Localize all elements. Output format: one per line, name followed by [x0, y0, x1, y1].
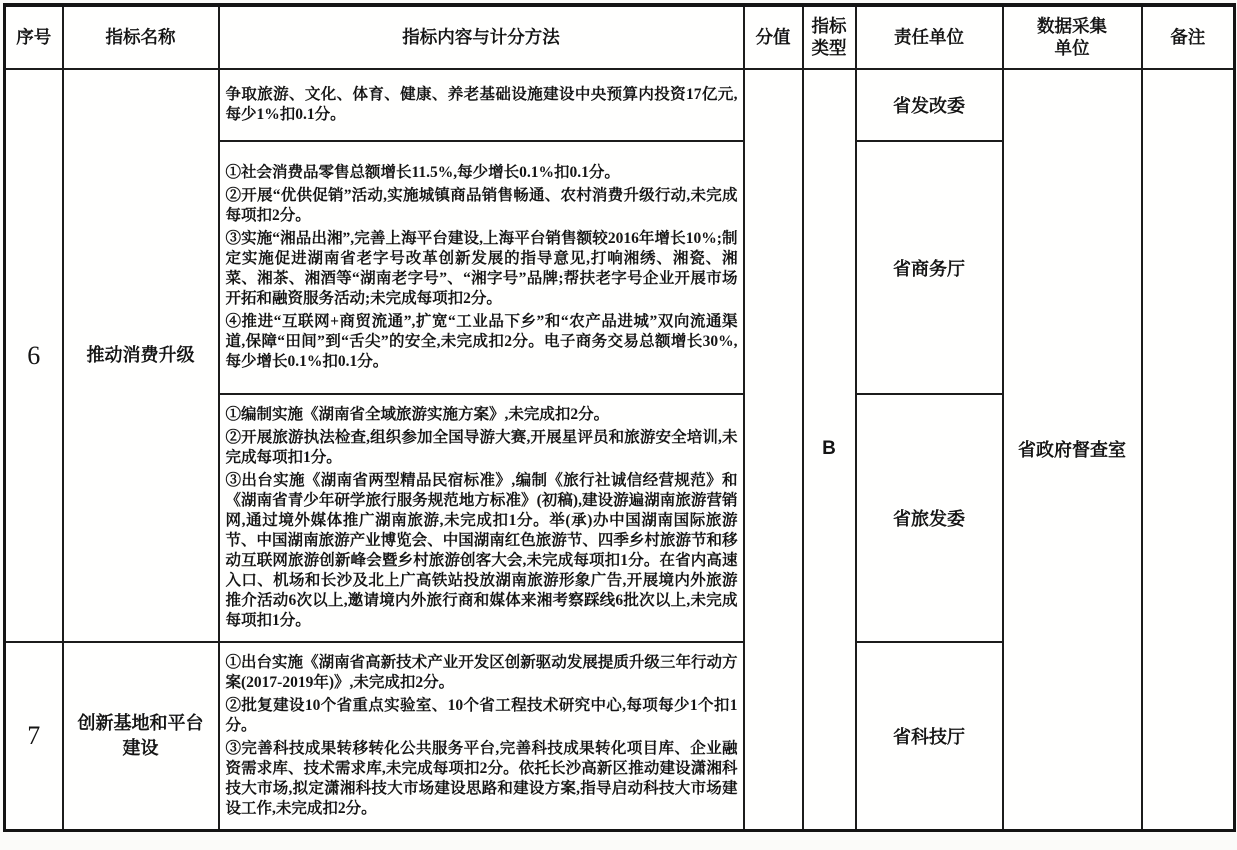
- header-content-method: 指标内容与计分方法: [219, 5, 744, 69]
- header-indicator-type: [803, 5, 856, 69]
- content-cell-lvfawei: [219, 394, 744, 642]
- responsible-unit-cell-kejiting: 省科技厅: [856, 642, 1003, 830]
- indicator-name-cell-6: [63, 69, 219, 642]
- data-collection-unit-cell: 省政府督查室: [1003, 69, 1142, 830]
- content-cell-fagaiwei: [219, 69, 744, 141]
- header-seq: 序号: [5, 5, 63, 69]
- header-data-collection-unit-label: 数据采集单位: [1037, 15, 1107, 58]
- header-responsible-unit: 责任单位: [856, 5, 1003, 69]
- content-paragraph: ②批复建设10个省重点实验室、10个省工程技术研究中心,每项每少1个扣1分。: [225, 696, 738, 734]
- responsible-unit-cell-fagaiwei: 省发改委: [856, 69, 1003, 141]
- seq-cell-6: 6: [5, 69, 63, 642]
- content-cell-shangwuting: [219, 141, 744, 394]
- seq-cell-7: 7: [5, 642, 63, 830]
- content-paragraph: ③完善科技成果转移转化公共服务平台,完善科技成果转化项目库、企业融资需求库、技术需求库,未完成每项扣2分。依托长沙高新区推动建设潇湘科技大市场,拟定潇湘科技大市场建设思路和建设方案,指导启动科技大市场建设工作,未完成扣2分。: [225, 739, 738, 817]
- content-paragraph: ①编制实施《湖南省全域旅游实施方案》,未完成扣2分。: [225, 406, 610, 423]
- content-paragraph: ③出台实施《湖南省两型精品民宿标准》,编制《旅行社诚信经营规范》和《湖南省青少年研学旅行服务规范地方标准》(初稿),建设游遍湖南旅游营销网,通过境外媒体推广湖南旅游,未完成扣1分。举(承)办中国湖南国际旅游节、中国湖南旅游产业博览会、中国湖南红色旅游节、四季乡村旅游节和移动互联网旅游创新峰会暨乡村旅游创客大会,未完成每项扣1分。在省内高速入口、机场和长沙及北上广高铁站投放湖南旅游形象广告,开展境内外旅游推介活动6次以上,邀请境内外旅行商和媒体来湘考察踩线6批次以上,未完成每项扣1分。: [225, 472, 738, 629]
- content-paragraph: ①出台实施《湖南省高新技术产业开发区创新驱动发展提质升级三年行动方案(2017-2019年)》,未完成扣2分。: [225, 653, 738, 691]
- indicator-type-cell: B: [803, 69, 856, 830]
- content-paragraph: ②开展旅游执法检查,组织参加全国导游大赛,开展星评员和旅游安全培训,未完成每项扣1分。: [225, 429, 738, 466]
- header-data-collection-unit: [1003, 5, 1142, 69]
- indicator-name-cell-7: [63, 642, 219, 830]
- indicator-table: [3, 3, 1236, 832]
- responsible-unit-cell-shangwuting: 省商务厅: [856, 141, 1003, 394]
- content-cell-kejiting: [219, 642, 744, 830]
- content-paragraph: ①社会消费品零售总额增长11.5%,每少增长0.1%扣0.1分。: [225, 164, 620, 181]
- content-paragraph: 争取旅游、文化、体育、健康、养老基础设施建设中央预算内投资17亿元,每少1%扣0.1分。: [225, 86, 738, 123]
- table-header-row: [5, 5, 1235, 69]
- content-paragraph: ③实施“湘品出湘”,完善上海平台建设,上海平台销售额较2016年增长10%;制定实施促进湖南省老字号改革创新发展的指导意见,打响湘绣、湘瓷、湘菜、湘茶、湘酒等“湖南老字号”、“湘字号”品牌;帮扶老字号企业开展市场开拓和融资服务活动;未完成每项扣2分。: [225, 230, 738, 307]
- content-paragraph: ②开展“优供促销”活动,实施城镇商品销售畅通、农村消费升级行动,未完成每项扣2分。: [225, 187, 738, 224]
- table-row-6-sub-1: [5, 69, 1235, 141]
- remark-cell: [1142, 69, 1235, 830]
- indicator-name-6-label: 推动消费升级: [86, 345, 195, 366]
- responsible-unit-cell-lvfawei: 省旅发委: [856, 394, 1003, 642]
- indicator-name-7-label: 创新基地和平台建设: [77, 713, 204, 758]
- header-score: 分值: [744, 5, 803, 69]
- header-remark: 备注: [1142, 5, 1235, 69]
- header-indicator-name: 指标名称: [63, 5, 219, 69]
- score-cell: [744, 69, 803, 830]
- header-indicator-type-label: 指标类型: [811, 15, 847, 58]
- content-paragraph: ④推进“互联网+商贸流通”,扩宽“工业品下乡”和“农产品进城”双向流通渠道,保障“田间”到“舌尖”的安全,未完成扣2分。电子商务交易总额增长30%,每少增长0.1%扣0.1分。: [225, 313, 738, 370]
